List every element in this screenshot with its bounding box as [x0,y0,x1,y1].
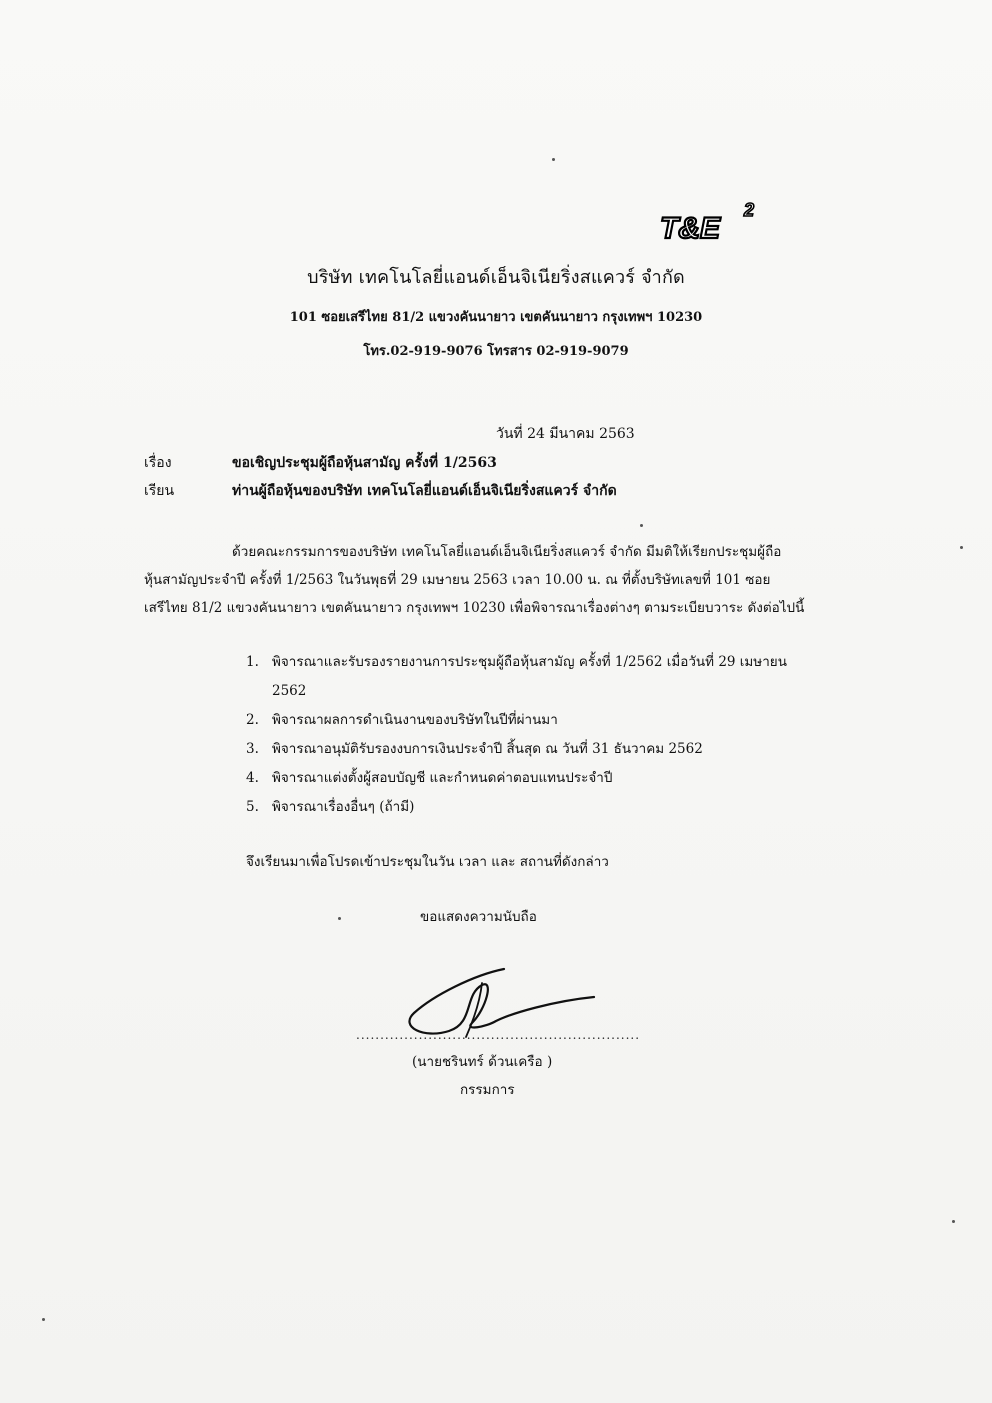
signer-name: (นายชรินทร์ ด้วนเครือ ) [412,1054,553,1070]
agenda-number: 2. [246,712,259,728]
logo-text: T&E [660,212,720,244]
company-name: บริษัท เทคโนโลยี่แอนด์เอ็นจิเนียริ่งสแควร์ จำกัด [307,267,685,288]
company-contact: โทร.02-919-9076 โทรสาร 02-919-9079 [363,344,629,359]
company-logo [656,198,766,244]
agenda-text: 2562 [272,683,307,699]
agenda-item-continuation [246,677,856,706]
scan-speck [338,917,341,920]
scan-speck [552,158,555,161]
scan-speck [952,1220,955,1223]
agenda-item [246,648,856,677]
body-line-3: เสรีไทย 81/2 แขวงคันนายาว เขตคันนายาว กรุงเทพฯ 10230 เพื่อพิจารณาเรื่องต่างๆ ตามระเบียบวาระ ดังต่อไปนี้ [144,600,805,616]
agenda-text: พิจารณาอนุมัติรับรองงบการเงินประจำปี สิ้นสุด ณ วันที่ 31 ธันวาคม 2562 [272,741,703,757]
recipient-row [0,480,992,500]
agenda-number: 1. [246,654,259,670]
signer-title: กรรมการ [460,1082,515,1098]
agenda-item [246,706,856,735]
agenda-number: 4. [246,770,259,786]
company-address: 101 ซอยเสรีไทย 81/2 แขวงคันนายาว เขตคันนายาว กรุงเทพฯ 10230 [289,310,703,325]
agenda-text: พิจารณาแต่งตั้งผู้สอบบัญชี และกำหนดค่าตอบแทนประจำปี [272,770,613,786]
agenda-item [246,793,856,822]
recipient-value: ท่านผู้ถือหุ้นของบริษัท เทคโนโลยี่แอนด์เอ็นจิเนียริ่งสแควร์ จำกัด [232,483,617,499]
agenda-text: พิจารณาและรับรองรายงานการประชุมผู้ถือหุ้นสามัญ ครั้งที่ 1/2562 เมื่อวันที่ 29 เมษายน [272,654,787,670]
body-line-2: หุ้นสามัญประจำปี ครั้งที่ 1/2563 ในวันพุธที่ 29 เมษายน 2563 เวลา 10.00 น. ณ ที่ตั้งบริษัทเลขที่ 101 ซอย [144,572,771,588]
scan-speck [960,546,963,549]
body-line-1: ด้วยคณะกรรมการของบริษัท เทคโนโลยี่แอนด์เอ็นจิเนียริ่งสแควร์ จำกัด มีมติให้เรียกประชุมผู้ถือ [232,544,782,560]
agenda-item [246,735,856,764]
subject-label: เรื่อง [144,455,172,471]
agenda-text: พิจารณาผลการดำเนินงานของบริษัทในปีที่ผ่านมา [272,712,558,728]
subject-row [0,452,992,472]
subject-value: ขอเชิญประชุมผู้ถือหุ้นสามัญ ครั้งที่ 1/2563 [232,455,497,471]
regards: ขอแสดงความนับถือ [420,909,537,925]
letter-date: วันที่ 24 มีนาคม 2563 [496,426,635,442]
agenda-number: 5. [246,799,259,815]
signature-line: ........................................................... [356,1028,641,1042]
agenda-number: 3. [246,741,259,757]
scan-speck [640,524,643,527]
recipient-label: เรียน [144,483,175,499]
closing-sentence: จึงเรียนมาเพื่อโปรดเข้าประชุมในวัน เวลา และ สถานที่ดังกล่าว [246,854,609,870]
agenda-text: พิจารณาเรื่องอื่นๆ (ถ้ามี) [272,799,415,815]
agenda-item [246,764,856,793]
agenda-list [246,648,856,822]
logo-superscript: 2 [744,200,755,220]
scan-speck [42,1318,45,1321]
